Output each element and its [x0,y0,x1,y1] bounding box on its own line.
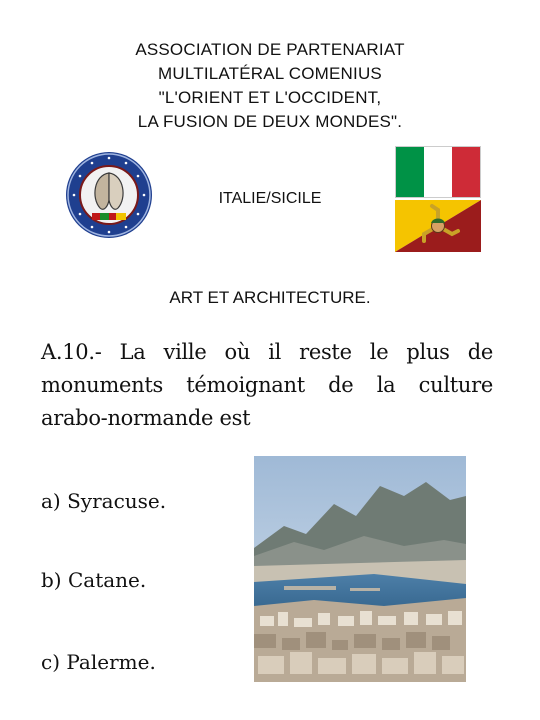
comenius-association-logo-icon [64,150,154,240]
header-line: "L'ORIENT ET L'OCCIDENT, [158,88,382,107]
answer-option-c[interactable]: c) Palerme. [41,650,156,674]
header-title [40,38,500,134]
region-label: ITALIE/SICILE [218,190,322,207]
header-line: MULTILATÉRAL COMENIUS [158,64,382,83]
header-line: LA FUSION DE DEUX MONDES". [137,112,403,131]
answer-option-a[interactable]: a) Syracuse. [41,489,167,513]
header-line: ASSOCIATION DE PARTENARIAT [135,40,405,59]
answer-option-b[interactable]: b) Catane. [41,568,147,592]
subject-heading: ART ET ARCHITECTURE. [169,288,371,307]
italy-flag-icon [395,146,481,198]
sicily-flag-icon [395,200,481,252]
palermo-city-bay-photo [254,456,466,682]
question-text: A.10.- La ville où il reste le plus de monuments témoignant de la culture arabo-normande est [41,340,493,430]
